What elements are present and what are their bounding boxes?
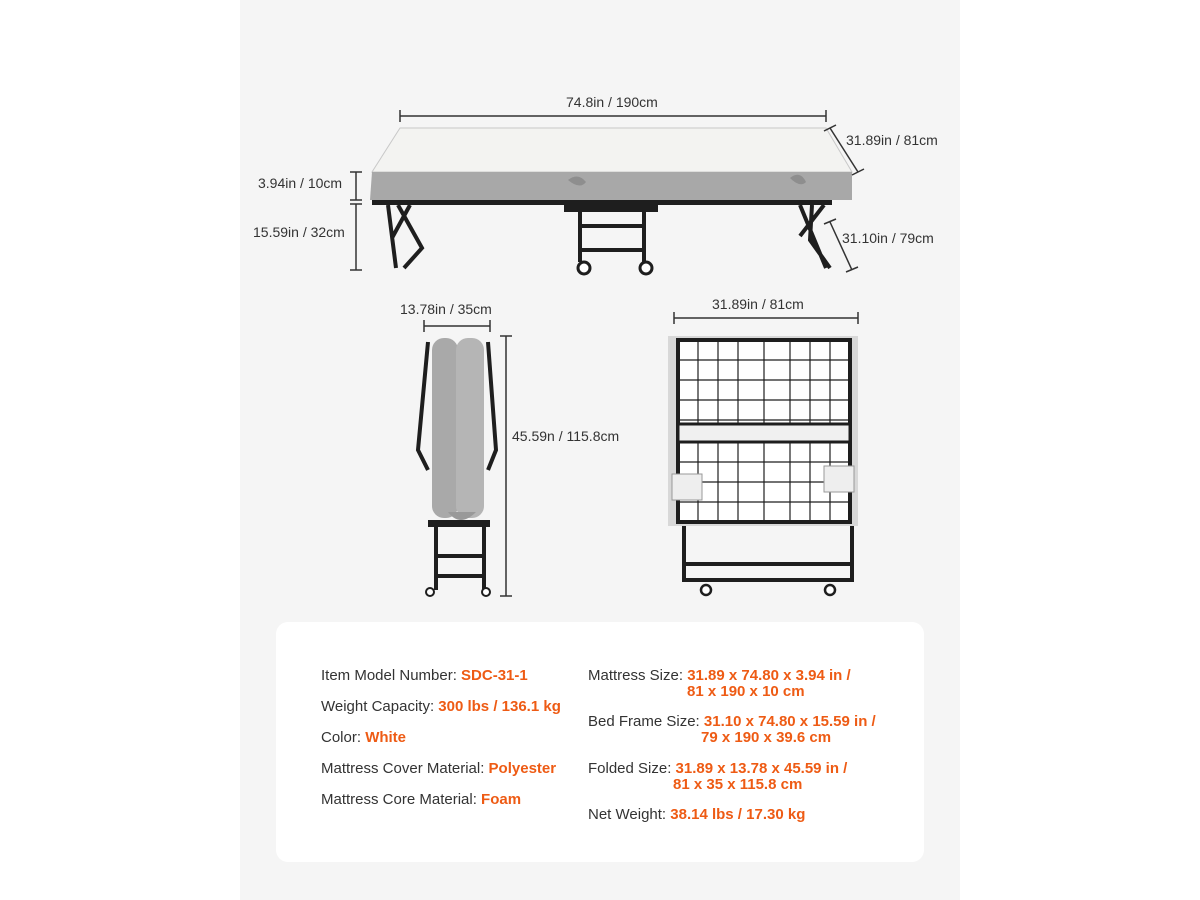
spec-value: Polyester xyxy=(488,760,557,777)
dim-mattress-thickness: 3.94in / 10cm xyxy=(258,175,343,191)
spec-label: Mattress Cover Material: xyxy=(321,760,489,777)
dim-folded-depth: 13.78in / 35cm xyxy=(400,301,492,317)
spec-value-line2: 79 x 190 x 39.6 cm xyxy=(701,729,832,746)
dim-folded-height: 45.59n / 115.8cm xyxy=(512,428,620,444)
dim-frame-height: 15.59in / 32cm xyxy=(253,224,345,240)
spec-value: Foam xyxy=(481,791,522,808)
dim-total-height: 31.10in / 79cm xyxy=(842,230,934,246)
spec-label: Mattress Core Material: xyxy=(321,791,482,808)
spec-label: Mattress Size: xyxy=(588,667,688,684)
folded-side-image xyxy=(418,320,512,596)
spec-cover-material xyxy=(321,761,556,777)
spec-weight-capacity xyxy=(321,699,561,715)
spec-value-line2: 81 x 35 x 115.8 cm xyxy=(673,776,803,793)
spec-label: Weight Capacity: xyxy=(321,698,439,715)
spec-mattress-size xyxy=(588,668,851,700)
spec-value: 38.14 lbs / 17.30 kg xyxy=(670,806,806,823)
spec-label: Folded Size: xyxy=(588,760,676,777)
spec-model-number xyxy=(321,668,528,684)
spec-label: Net Weight: xyxy=(588,806,671,823)
dim-width-top: 31.89in / 81cm xyxy=(846,132,938,148)
spec-value: 31.10 x 74.80 x 15.59 in / xyxy=(703,713,876,730)
spec-label: Item Model Number: xyxy=(321,667,462,684)
spec-frame-size xyxy=(588,714,876,746)
spec-net-weight xyxy=(588,807,805,823)
spec-value: 31.89 x 13.78 x 45.59 in / xyxy=(675,760,848,777)
dim-length: 74.8in / 190cm xyxy=(566,94,658,110)
spec-value-line2: 81 x 190 x 10 cm xyxy=(687,683,805,700)
spec-value: SDC-31-1 xyxy=(461,667,528,684)
spec-label: Color: xyxy=(321,729,366,746)
spec-value: White xyxy=(365,729,407,746)
folded-front-image xyxy=(668,312,858,595)
spec-label: Bed Frame Size: xyxy=(588,713,704,730)
unfolded-bed-image xyxy=(350,110,864,274)
dim-folded-width: 31.89in / 81cm xyxy=(712,296,804,312)
spec-folded-size xyxy=(588,761,847,793)
spec-value: 31.89 x 74.80 x 3.94 in / xyxy=(687,667,851,684)
spec-core-material xyxy=(321,792,521,808)
spec-color xyxy=(321,730,406,746)
spec-value: 300 lbs / 136.1 kg xyxy=(438,698,561,715)
